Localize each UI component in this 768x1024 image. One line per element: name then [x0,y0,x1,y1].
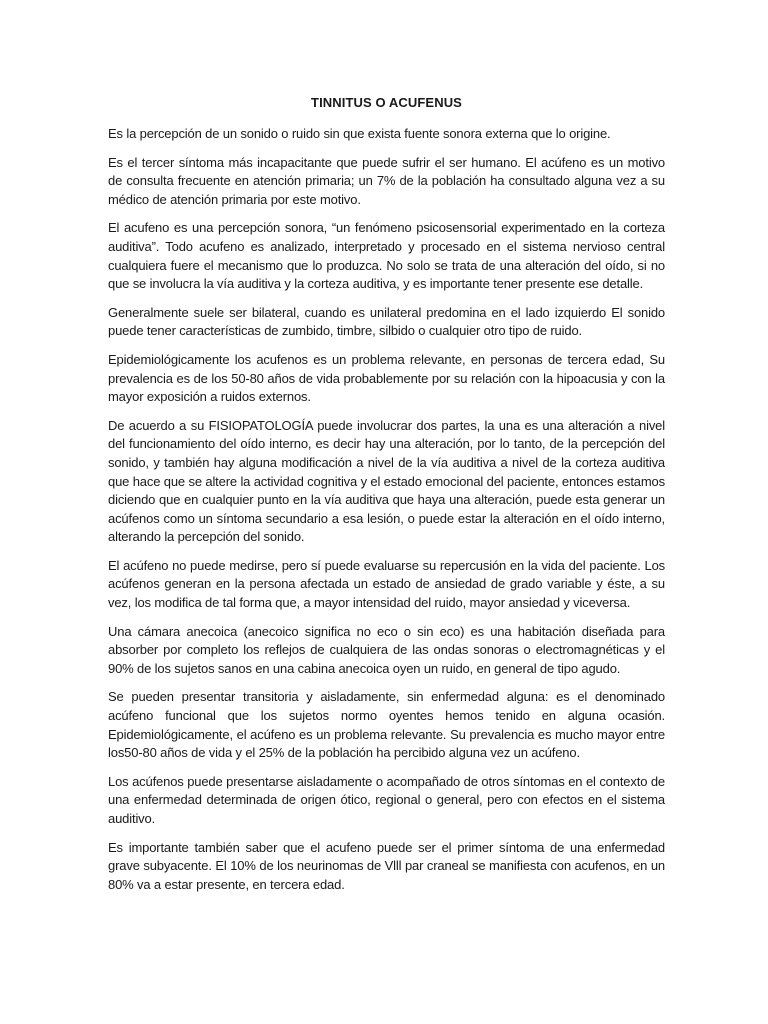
paragraph-incapacitating: Es el tercer síntoma más incapacitante que puede sufrir el ser humano. El acúfeno es un motivo de consulta frecuente en atención primaria; un 7% de la población ha consultado alguna vez a su médico de atención primaria por este motivo. [108,154,665,207]
paragraph-definition: Es la percepción de un sonido o ruido sin que exista fuente sonora externa que lo origine. [108,126,611,141]
paragraph-bilateral: Generalmente suele ser bilateral, cuando es unilateral predomina en el lado izquierdo El sonido puede tener características de zumbido, timbre, silbido o cualquier otro tipo de ruido. [108,304,665,339]
paragraph-epidemiology: Epidemiológicamente los acufenos es un problema relevante, en personas de tercera edad, Su prevalencia es de los 50-80 años de vida probablemente por su relación con la hipoacusia y con la mayor exposición a ruidos externos. [108,351,665,405]
paragraph-perception: El acufeno es una percepción sonora, “un fenómeno psicosensorial experimentado en la corteza auditiva”. Todo acufeno es analizado, interpretado y procesado en el sistema nervioso central cualquiera fuere el mecanismo que lo produzca. No solo se trata de una alteración del oído, si no que se involucra la vía auditiva y la corteza auditiva, y es importante tener presente ese detalle. [108,220,665,292]
paragraph-functional-tinnitus: Se pueden presentar transitoria y aisladamente, sin enfermedad alguna: es el denominado acúfeno funcional que los sujetos normo oyentes hemos tenido en alguna ocasión. Epidemiológicamente, el acúfeno es un problema relevante. Su prevalencia es mucho mayor entre los50-80 años de vida y el 25% de la población ha percibido alguna vez un acúfeno. [108,689,665,761]
paragraph-physiopathology: De acuerdo a su FISIOPATOLOGÍA puede involucrar dos partes, la una es una alteración a nivel del funcionamiento del oído interno, es decir hay una alteración, por lo tanto, de la percepción del sonido, y también hay alguna modificación a nivel de la vía auditiva a nivel de la corteza auditiva que hace que se altere la actividad cognitiva y el estado emocional del paciente, entonces estamos diciendo que en cualquier punto en la vía auditiva que haya una alteración, puede esta generar un acúfenos como un síntoma secundario a esa lesión, o puede estar la alteración en el oído interno, alterando la percepción del sonido. [108,417,665,545]
document-title: TINNITUS O ACUFENUS [311,95,462,110]
paragraph-evaluation: El acúfeno no puede medirse, pero sí puede evaluarse su repercusión en la vida del paciente. Los acúfenos generan en la persona afectada un estado de ansiedad de grado variable y éste, a su vez, los modifica de tal forma que, a mayor intensidad del ruido, mayor ansiedad y viceversa. [108,557,665,611]
paragraph-underlying-disease: Es importante también saber que el acufeno puede ser el primer síntoma de una enfermedad grave subyacente. El 10% de los neurinomas de Vlll par craneal se manifiesta con acufenos, en un 80% va a estar presente, en tercera edad. [108,839,665,892]
paragraph-anechoic-chamber: Una cámara anecoica (anecoico significa no eco o sin eco) es una habitación diseñada para absorber por completo los reflejos de cualquiera de las ondas sonoras o electromagnéticas y el 90% de los sujetos sanos en una cabina anecoica oyen un ruido, en general de tipo agudo. [108,623,665,676]
paragraph-associated-symptoms: Los acúfenos puede presentarse aisladamente o acompañado de otros síntomas en el contexto de una enfermedad determinada de origen ótico, regional o general, pero con efectos en el sistema auditivo. [108,773,665,826]
